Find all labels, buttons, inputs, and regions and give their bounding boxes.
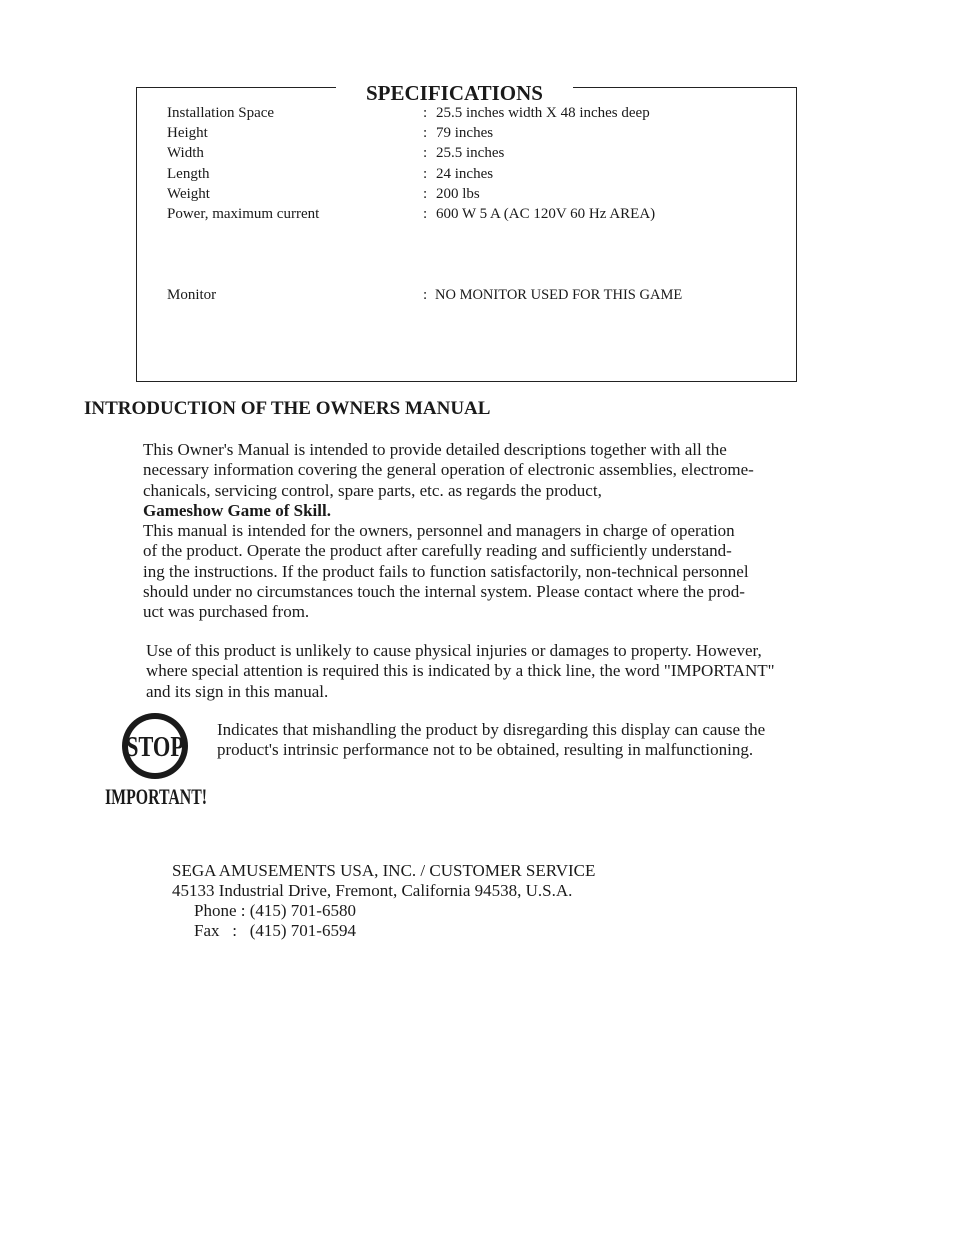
paragraph-line: product's intrinsic performance not to be obtained, resulting in malfunctioning. (217, 740, 754, 760)
spec-value: 25.5 inches width X 48 inches deep (436, 105, 650, 121)
stop-important-icon (104, 712, 208, 810)
spec-value: 200 lbs (436, 186, 480, 202)
paragraph-line: This Owner's Manual is intended to provide detailed descriptions together with all the (143, 440, 727, 459)
spec-colon: : (423, 125, 428, 141)
phone-number: Phone : (415) 701-6580 (194, 901, 356, 920)
paragraph-line: where special attention is required this is indicated by a thick line, the word "IMPORTANT" (146, 661, 775, 681)
paragraph-line: and its sign in this manual. (146, 681, 329, 701)
paragraph-line: This manual is intended for the owners, personnel and managers in charge of operation (143, 521, 735, 541)
spec-label: Length (167, 166, 210, 182)
spec-label: Monitor (167, 287, 217, 303)
paragraph-line: Indicates that mishandling the product by disregarding this display can cause the (217, 720, 766, 739)
intro-paragraph-2 (146, 641, 775, 702)
stop-text: STOP (125, 731, 185, 763)
spec-label: Power, maximum current (167, 206, 320, 222)
customer-service-contact (172, 861, 595, 941)
spec-label: Installation Space (167, 105, 275, 121)
spec-colon: : (423, 206, 428, 222)
intro-paragraph-1 (143, 440, 754, 623)
paragraph-line: ing the instructions. If the product fails to function satisfactorily, non-technical personnel (143, 561, 749, 581)
important-description (217, 720, 765, 761)
spec-colon: : (423, 166, 428, 182)
spec-value: 24 inches (436, 166, 494, 182)
spec-value: 79 inches (436, 125, 494, 141)
spec-colon: : (423, 186, 428, 202)
spec-value: 600 W 5 A (AC 120V 60 Hz AREA) (436, 206, 656, 222)
paragraph-line: chanicals, servicing control, spare parts, etc. as regards the product, (143, 480, 602, 500)
spec-colon: : (423, 105, 428, 121)
fax-number: Fax : (415) 701-6594 (194, 921, 356, 940)
company-address: 45133 Industrial Drive, Fremont, California 94538, U.S.A. (172, 881, 573, 900)
spec-label: Height (167, 125, 208, 141)
spec-label: Width (167, 145, 204, 161)
spec-colon: : (423, 145, 428, 161)
paragraph-line: uct was purchased from. (143, 602, 310, 622)
product-name: Gameshow Game of Skill. (143, 500, 331, 520)
paragraph-line: of the product. Operate the product after carefully reading and sufficiently understand- (143, 541, 732, 561)
company-name: SEGA AMUSEMENTS USA, INC. / CUSTOMER SERVICE (172, 861, 596, 880)
paragraph-line: necessary information covering the general operation of electronic assemblies, electrome- (143, 460, 754, 480)
paragraph-line: should under no circumstances touch the internal system. Please contact where the prod- (143, 582, 745, 602)
introduction-heading: INTRODUCTION OF THE OWNERS MANUAL (84, 398, 491, 419)
important-text: IMPORTANT! (104, 785, 208, 810)
spec-colon: : (423, 287, 428, 303)
spec-value: 25.5 inches (436, 145, 505, 161)
paragraph-line: Use of this product is unlikely to cause physical injuries or damages to property. However, (146, 641, 762, 660)
specifications-title: SPECIFICATIONS (336, 78, 573, 104)
spec-label: Weight (167, 186, 210, 202)
spec-value: NO MONITOR USED FOR THIS GAME (435, 287, 683, 303)
